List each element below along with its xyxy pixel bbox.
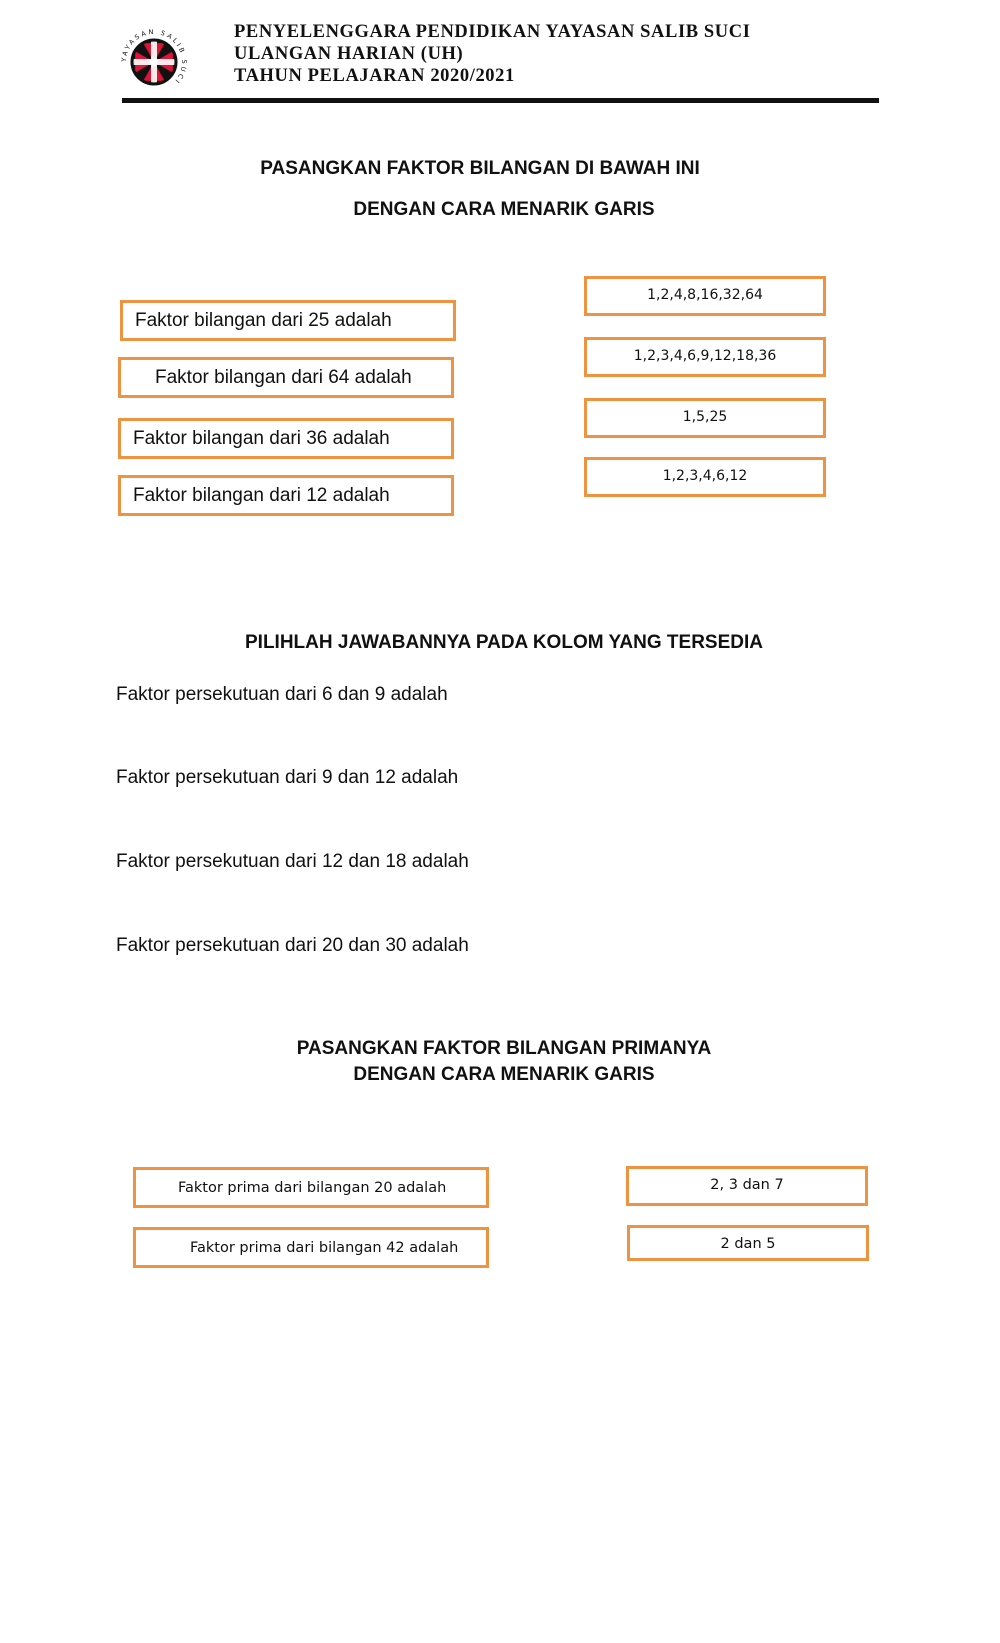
header-line-1: PENYELENGGARA PENDIDIKAN YAYASAN SALIB SUCI xyxy=(234,22,751,42)
section3-title-1: PASANGKAN FAKTOR BILANGAN PRIMANYA xyxy=(296,1038,712,1059)
match-left-label: Faktor bilangan dari 25 adalah xyxy=(135,309,392,331)
match-left-label: Faktor bilangan dari 12 adalah xyxy=(133,484,390,506)
header-divider xyxy=(122,98,879,103)
match-right-label: 1,2,3,4,6,9,12,18,36 xyxy=(633,348,777,364)
match-left-item[interactable] xyxy=(118,418,454,459)
match-left-item[interactable] xyxy=(120,300,456,341)
match-right-item[interactable] xyxy=(584,337,826,377)
question-item: Faktor persekutuan dari 20 dan 30 adalah xyxy=(116,935,469,956)
prime-left-label: Faktor prima dari bilangan 42 adalah xyxy=(190,1239,459,1256)
prime-right-label: 2, 3 dan 7 xyxy=(710,1177,784,1193)
header-line-2: ULANGAN HARIAN (UH) xyxy=(234,44,464,64)
section1-title-1: PASANGKAN FAKTOR BILANGAN DI BAWAH INI xyxy=(260,158,700,179)
question-item: Faktor persekutuan dari 9 dan 12 adalah xyxy=(116,767,459,788)
match-right-item[interactable] xyxy=(584,398,826,438)
match-right-label: 1,2,4,8,16,32,64 xyxy=(647,287,763,303)
svg-text:YAYASAN SALIB SUCI: YAYASAN SALIB SUCI xyxy=(120,28,188,87)
school-logo xyxy=(120,28,188,96)
section2-title: PILIHLAH JAWABANNYA PADA KOLOM YANG TERSEDIA xyxy=(245,632,763,653)
match-right-label: 1,2,3,4,6,12 xyxy=(662,468,748,484)
match-right-item[interactable] xyxy=(584,457,826,497)
match-left-label: Faktor bilangan dari 36 adalah xyxy=(133,427,390,449)
match-left-item[interactable] xyxy=(118,475,454,516)
prime-right-item[interactable] xyxy=(626,1166,868,1206)
prime-right-item[interactable] xyxy=(627,1225,869,1261)
section1-title-2: DENGAN CARA MENARIK GARIS xyxy=(353,199,655,220)
match-right-label: 1,5,25 xyxy=(682,409,728,425)
prime-right-label: 2 dan 5 xyxy=(720,1236,776,1252)
prime-left-item[interactable] xyxy=(133,1167,489,1208)
question-item: Faktor persekutuan dari 6 dan 9 adalah xyxy=(116,684,448,705)
prime-left-label: Faktor prima dari bilangan 20 adalah xyxy=(178,1179,447,1196)
match-left-item[interactable] xyxy=(118,357,454,398)
header-line-3: TAHUN PELAJARAN 2020/2021 xyxy=(234,66,515,86)
question-item: Faktor persekutuan dari 12 dan 18 adalah xyxy=(116,851,469,872)
section3-title-2: DENGAN CARA MENARIK GARIS xyxy=(353,1064,655,1085)
prime-left-item[interactable] xyxy=(133,1227,489,1268)
match-right-item[interactable] xyxy=(584,276,826,316)
match-left-label: Faktor bilangan dari 64 adalah xyxy=(155,366,412,388)
